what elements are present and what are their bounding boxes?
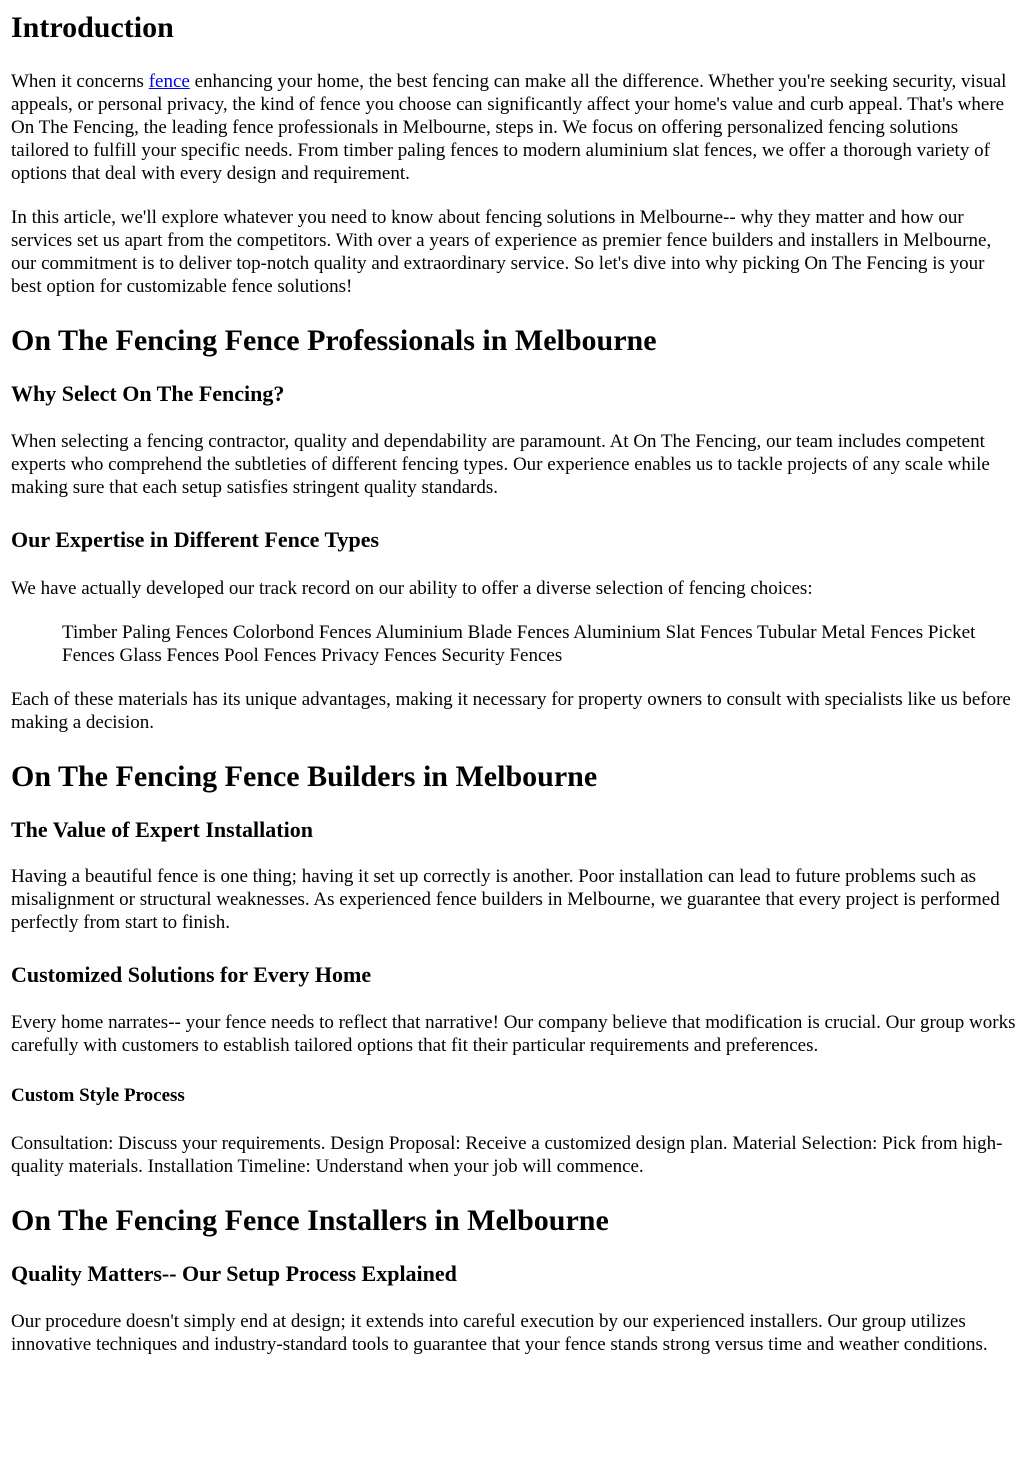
intro-paragraph-1 bbox=[11, 70, 1016, 185]
why-select-heading: Why Select On The Fencing? bbox=[11, 381, 285, 406]
builders-heading: On The Fencing Fence Builders in Melbourne bbox=[11, 760, 598, 793]
materials-paragraph: Each of these materials has its unique advantages, making it necessary for property owners to consult with specialists like us before making a decision. bbox=[11, 689, 1011, 733]
customized-solutions-heading: Customized Solutions for Every Home bbox=[11, 962, 372, 987]
custom-style-process-heading: Custom Style Process bbox=[11, 1085, 185, 1106]
expertise-paragraph: We have actually developed our track record on our ability to offer a diverse selection of fencing choices: bbox=[11, 578, 813, 599]
expert-installation-heading: The Value of Expert Installation bbox=[11, 817, 313, 842]
expert-installation-paragraph: Having a beautiful fence is one thing; having it set up correctly is another. Poor installation can lead to future problems such as misalignment or structural weaknesses. As experienced fence builders in Melbourne, we guarantee that every project is performed perfectly from start to finish. bbox=[11, 866, 1000, 933]
customized-solutions-paragraph: Every home narrates-- your fence needs to reflect that narrative! Our company believe that modification is crucial. Our group works carefully with customers to establish tailored options that fit their particular requirements and preferences. bbox=[11, 1012, 1016, 1056]
intro-paragraph-2: In this article, we'll explore whatever you need to know about fencing solutions in Melbourne-- why they matter and how our services set us apart from the competitors. With over a years of experience as premier fence builders and installers in Melbourne, our commitment is to deliver top-notch quality and extraordinary service. So let's dive into why picking On The Fencing is your best option for customizable fence solutions! bbox=[11, 207, 992, 297]
quality-matters-paragraph: Our procedure doesn't simply end at design; it extends into careful execution by our experienced installers. Our group utilizes innovative techniques and industry-standard tools to guarantee that your fence stands strong versus time and weather conditions. bbox=[11, 1311, 988, 1355]
article bbox=[0, 11, 1024, 1356]
introduction-heading: Introduction bbox=[11, 11, 174, 44]
custom-style-process-paragraph: Consultation: Discuss your requirements. Design Proposal: Receive a customized design plan. Material Selection: Pick from high-quality materials. Installation Timeline: Understand when your job will commence. bbox=[11, 1133, 1003, 1177]
expertise-heading: Our Expertise in Different Fence Types bbox=[11, 527, 380, 552]
fence-link[interactable]: fence bbox=[148, 71, 190, 92]
quality-matters-heading: Quality Matters-- Our Setup Process Explained bbox=[11, 1261, 457, 1286]
intro-p1-text-after: enhancing your home, the best fencing can make all the difference. Whether you're seeking security, visual appeals, or personal privacy, the kind of fence you choose can significantly affect your home's value and curb appeal. That's where On The Fencing, the leading fence professionals in Melbourne, steps in. We focus on offering personalized fencing solutions tailored to fulfill your specific needs. From timber paling fences to modern aluminium slat fences, we offer a thorough variety of options that deal with every design and requirement. bbox=[11, 71, 1007, 184]
professionals-heading: On The Fencing Fence Professionals in Melbourne bbox=[11, 324, 657, 357]
why-select-paragraph: When selecting a fencing contractor, quality and dependability are paramount. At On The Fencing, our team includes competent experts who comprehend the subtleties of different fencing types. Our experience enables us to tackle projects of any scale while making sure that each setup satisfies stringent quality standards. bbox=[11, 431, 990, 498]
fence-types-list: Timber Paling Fences Colorbond Fences Aluminium Blade Fences Aluminium Slat Fences Tubular Metal Fences Picket Fences Glass Fences Pool Fences Privacy Fences Security Fences bbox=[62, 622, 976, 666]
intro-p1-text-before: When it concerns bbox=[11, 71, 149, 92]
installers-heading: On The Fencing Fence Installers in Melbourne bbox=[11, 1204, 609, 1237]
